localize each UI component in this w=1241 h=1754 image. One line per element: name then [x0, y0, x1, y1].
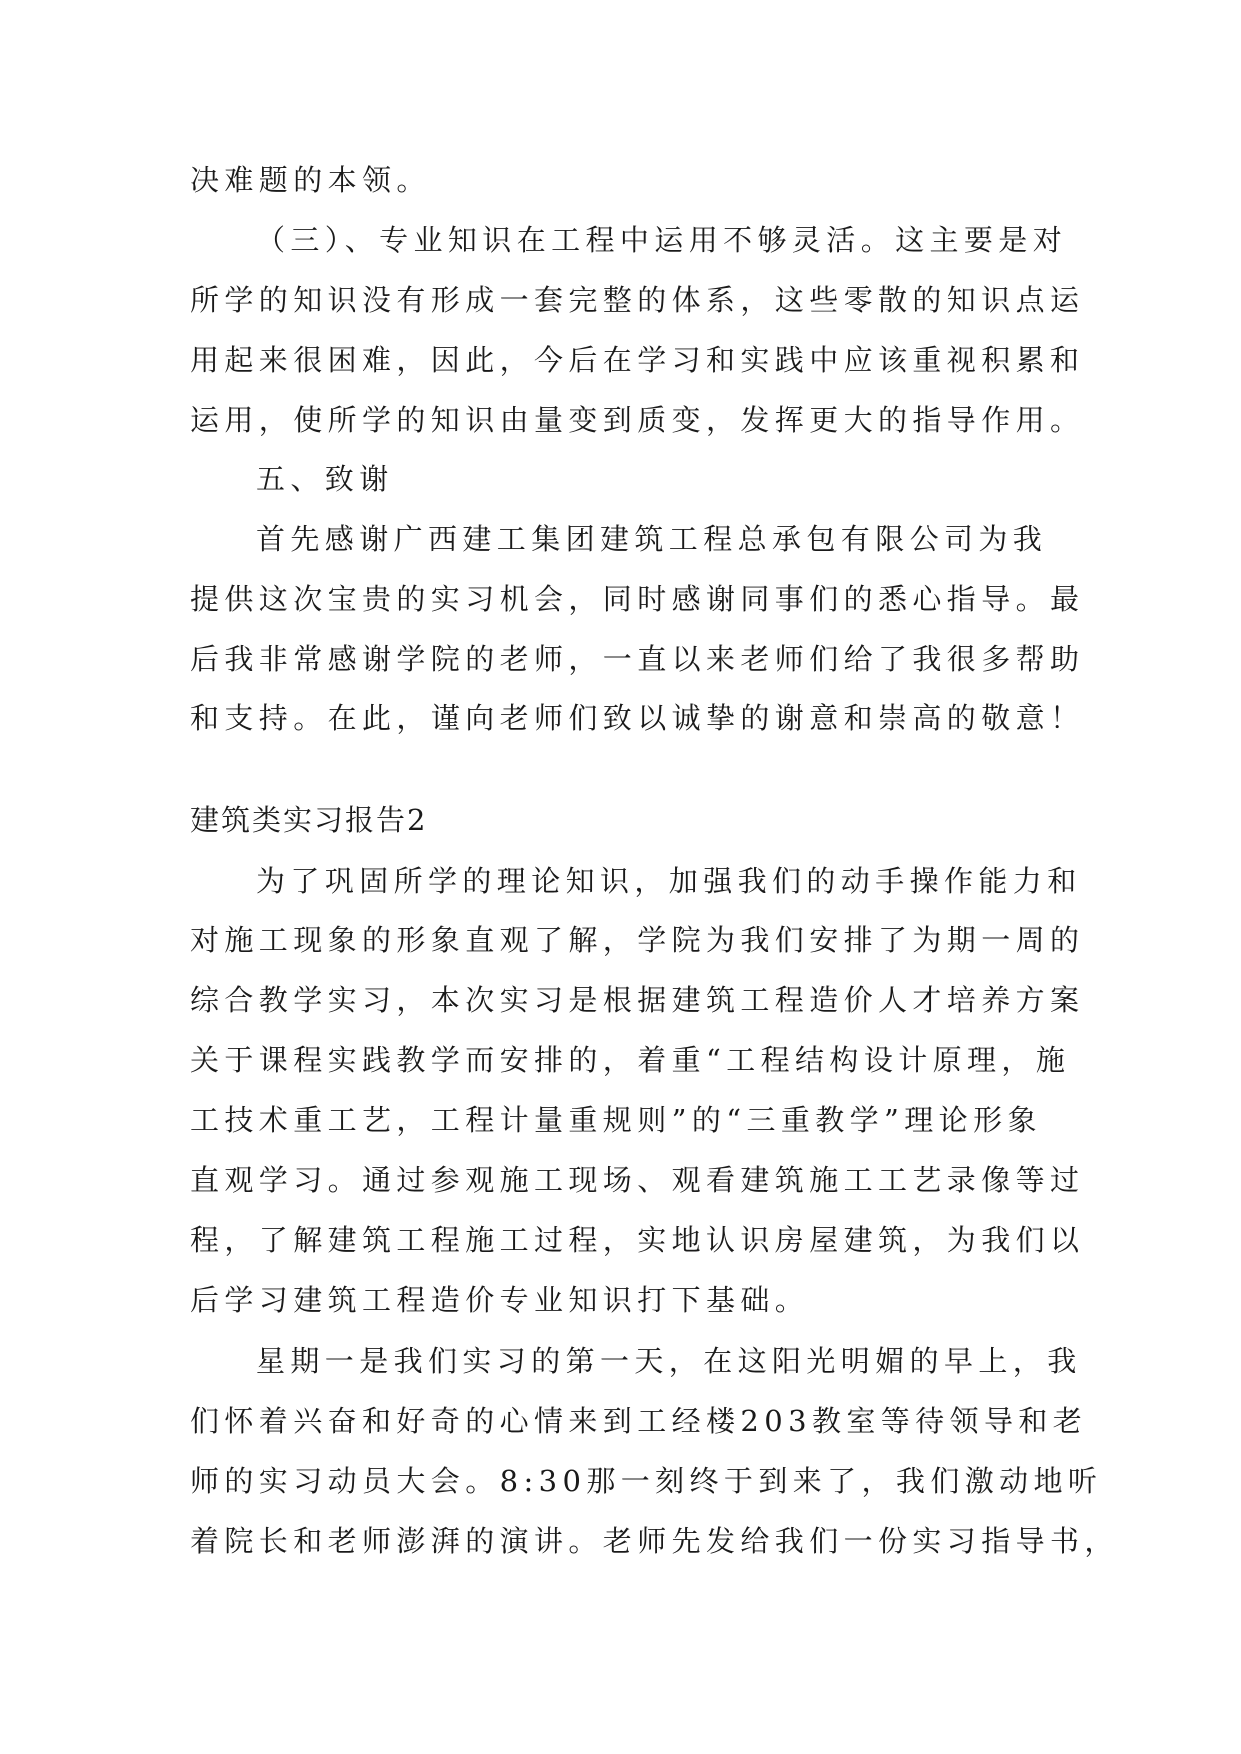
paragraph-line: 所学的知识没有形成一套完整的体系，这些零散的知识点运: [190, 283, 1085, 317]
paragraph-line: 决难题的本领。: [190, 163, 431, 197]
paragraph-line: 后学习建筑工程造价专业知识打下基础。: [190, 1283, 810, 1317]
paragraph-line: 首先感谢广西建工集团建筑工程总承包有限公司为我: [256, 522, 1048, 556]
section-heading: 五、致谢: [256, 462, 394, 496]
paragraph-line: 着院长和老师澎湃的演讲。老师先发给我们一份实习指导书，: [190, 1524, 1119, 1558]
paragraph-line: 为了巩固所学的理论知识，加强我们的动手操作能力和: [256, 864, 1082, 898]
paragraph-line: 程，了解建筑工程施工过程，实地认识房屋建筑，为我们以: [190, 1223, 1085, 1257]
paragraph-line: 综合教学实习，本次实习是根据建筑工程造价人才培养方案: [190, 983, 1085, 1017]
paragraph-line: 关于课程实践教学而安排的，着重“工程结构设计原理，施: [190, 1043, 1071, 1077]
paragraph-line: 提供这次宝贵的实习机会，同时感谢同事们的悉心指导。最: [190, 582, 1085, 616]
paragraph-line: （三）、专业知识在工程中运用不够灵活。这主要是对: [256, 223, 1068, 257]
paragraph-line: 运用，使所学的知识由量变到质变，发挥更大的指导作用。: [190, 403, 1085, 437]
paragraph-line: 和支持。在此，谨向老师们致以诚挚的谢意和崇高的敬意！: [190, 701, 1085, 735]
paragraph-line: 后我非常感谢学院的老师，一直以来老师们给了我很多帮助: [190, 642, 1085, 676]
paragraph-line: 直观学习。通过参观施工现场、观看建筑施工工艺录像等过: [190, 1163, 1085, 1197]
paragraph-line: 星期一是我们实习的第一天，在这阳光明媚的早上，我: [256, 1344, 1082, 1378]
paragraph-line: 工技术重工艺，工程计量重规则”的“三重教学”理论形象: [190, 1103, 1042, 1137]
report-title: 建筑类实习报告2: [190, 803, 428, 837]
paragraph-line: 们怀着兴奋和好奇的心情来到工经楼203教室等待领导和老: [190, 1404, 1088, 1438]
paragraph-line: 用起来很困难，因此，今后在学习和实践中应该重视积累和: [190, 343, 1085, 377]
paragraph-line: 师的实习动员大会。8:30那一刻终于到来了，我们激动地听: [190, 1464, 1103, 1498]
paragraph-line: 对施工现象的形象直观了解，学院为我们安排了为期一周的: [190, 923, 1085, 957]
